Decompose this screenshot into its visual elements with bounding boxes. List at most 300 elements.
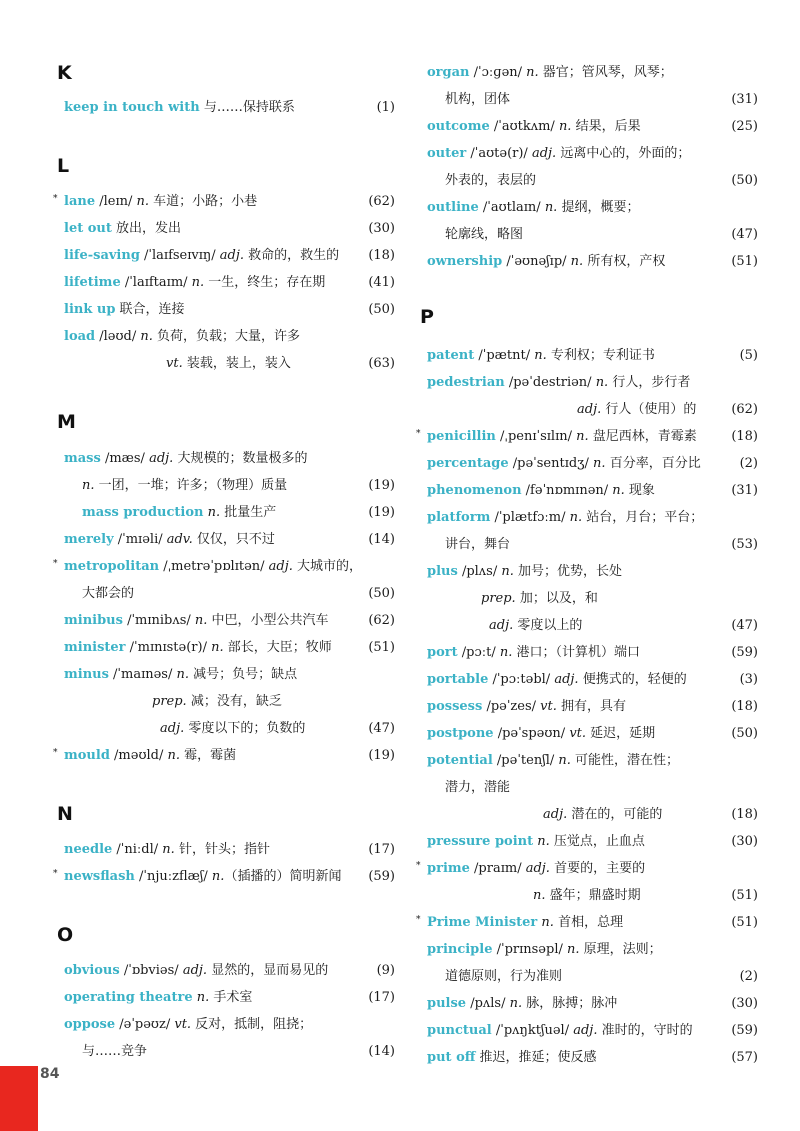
definition-text: 手术室 — [209, 990, 253, 1005]
entry-keep-in-touch-with — [60, 97, 395, 119]
definition-text: 机构，团体 — [445, 92, 511, 107]
entry-port — [423, 642, 758, 664]
definition-text: 部长，大臣；牧师 — [223, 640, 332, 655]
entry-operating-theatre — [60, 987, 395, 1009]
definition-text: 霉，霉菌 — [180, 748, 237, 763]
definition-text: 首要的，主要的 — [549, 861, 646, 876]
headword: keep in touch with — [64, 100, 200, 115]
definition-text: 批量生产 — [220, 505, 277, 520]
headword: merely — [64, 532, 114, 547]
part-of-speech: n. — [176, 667, 190, 682]
entry-organ — [423, 62, 758, 84]
part-of-speech: adj. — [268, 559, 293, 574]
part-of-speech: vt. — [166, 356, 183, 371]
unit-reference: (14) — [368, 532, 395, 547]
entry-outer — [423, 143, 758, 165]
unit-reference: (62) — [731, 402, 758, 417]
entry-lane — [53, 191, 395, 213]
section-letter-k: K — [57, 62, 72, 84]
definition-text: /ˈnjuːzflæʃ/ — [134, 869, 212, 884]
new-word-marker: * — [416, 429, 421, 439]
definition-text: /fəˈnɒmɪnən/ — [521, 483, 613, 498]
part-of-speech: vt. — [569, 726, 587, 741]
entry-possess — [423, 696, 758, 718]
definition-text: 放出，发出 — [111, 221, 182, 236]
definition-text: /ˈaʊtlaɪn/ — [478, 200, 545, 215]
definition-text: /pəˈdestriən/ — [504, 375, 596, 390]
entry-portable — [423, 669, 758, 691]
new-word-marker: * — [53, 194, 58, 204]
part-of-speech: n. — [534, 348, 547, 363]
headword: pulse — [427, 996, 467, 1011]
definition-text: （插播的）简明新闻 — [224, 869, 342, 884]
unit-reference: (50) — [731, 173, 758, 188]
definition-text: 仅仅，只不过 — [192, 532, 275, 547]
definition-text: 站台，月台；平台； — [582, 510, 704, 525]
unit-reference: (19) — [368, 478, 395, 493]
headword: minister — [64, 640, 126, 655]
headword: phenomenon — [427, 483, 522, 498]
entry-organ-continued — [423, 89, 758, 111]
definition-text: 行人，步行者 — [608, 375, 691, 390]
unit-reference: (30) — [368, 221, 395, 236]
entry-punctual — [423, 1020, 758, 1042]
entry-link-up — [60, 299, 395, 321]
section-letter-o: O — [57, 924, 74, 946]
unit-reference: (25) — [731, 119, 758, 134]
unit-reference: (18) — [368, 248, 395, 263]
definition-text: 可能性，潜在性； — [570, 753, 680, 768]
headword: punctual — [427, 1023, 492, 1038]
definition-text: 一团，一堆；许多；（物理）质量 — [94, 478, 288, 493]
entry-phenomenon — [423, 480, 758, 502]
definition-text: /məʊld/ — [109, 748, 168, 763]
definition-text: 与……保持联系 — [199, 100, 295, 115]
part-of-speech: n. — [191, 275, 205, 290]
part-of-speech: n. — [595, 375, 609, 390]
unit-reference: (50) — [368, 586, 395, 601]
part-of-speech: vt. — [174, 1017, 192, 1032]
entry-potential-continued — [423, 804, 758, 826]
part-of-speech: n. — [167, 748, 181, 763]
entry-needle — [60, 839, 395, 861]
headword: mould — [64, 748, 110, 763]
part-of-speech: n. — [541, 915, 554, 930]
definition-text: 负荷，负载；大量，许多 — [152, 329, 301, 344]
definition-text: 轮廓线，略图 — [445, 227, 524, 242]
unit-reference: (17) — [368, 842, 395, 857]
entry-percentage — [423, 453, 758, 475]
definition-text: /pəˈtenʃl/ — [492, 753, 559, 768]
part-of-speech: prep. — [481, 591, 516, 606]
unit-reference: (9) — [376, 963, 395, 978]
unit-reference: (47) — [368, 721, 395, 736]
definition-text: 联合，连接 — [115, 302, 185, 317]
unit-reference: (3) — [739, 672, 758, 687]
definition-text: /ˈniːdl/ — [112, 842, 163, 857]
part-of-speech: adv. — [166, 532, 193, 547]
definition-text: /ˈpʌŋktʃuəl/ — [491, 1023, 574, 1038]
definition-text: 首相，总理 — [553, 915, 624, 930]
part-of-speech: n. — [567, 942, 580, 957]
entry-oppose — [60, 1014, 395, 1036]
entry-prime-continued — [423, 885, 758, 907]
definition-text: /mæs/ — [100, 451, 150, 466]
entry-pedestrian — [423, 372, 758, 394]
unit-reference: (31) — [731, 92, 758, 107]
definition-text: 港口；（计算机）端口 — [512, 645, 641, 660]
headword: link up — [64, 302, 116, 317]
headword: potential — [427, 753, 493, 768]
definition-text: /əˈpəʊz/ — [115, 1017, 175, 1032]
headword: outline — [427, 200, 479, 215]
entry-platform-continued — [423, 534, 758, 556]
part-of-speech: adj. — [219, 248, 245, 263]
headword: patent — [427, 348, 475, 363]
unit-reference: (2) — [739, 969, 758, 984]
headword: minibus — [64, 613, 123, 628]
new-word-marker: * — [53, 559, 58, 569]
definition-text: 大都会的 — [82, 586, 135, 601]
entry-lifetime — [60, 272, 395, 294]
unit-reference: (51) — [731, 888, 758, 903]
entry-merely — [60, 529, 395, 551]
part-of-speech: n. — [82, 478, 95, 493]
definition-text: 一生，终生；存在期 — [204, 275, 326, 290]
unit-reference: (51) — [368, 640, 395, 655]
entry-plus-continued — [423, 615, 758, 637]
definition-text: /pəˈzes/ — [482, 699, 541, 714]
part-of-speech: n. — [533, 888, 546, 903]
entry-load — [60, 326, 395, 348]
headword: Prime Minister — [427, 915, 538, 930]
unit-reference: (47) — [731, 227, 758, 242]
entry-put-off — [423, 1047, 758, 1069]
unit-reference: (5) — [739, 348, 758, 363]
headword: prime — [427, 861, 470, 876]
unit-reference: (63) — [368, 356, 395, 371]
part-of-speech: n. — [196, 990, 210, 1005]
entry-outer-continued — [423, 170, 758, 192]
part-of-speech: n. — [501, 564, 514, 579]
entry-prime — [416, 858, 758, 880]
headword: let out — [64, 221, 112, 236]
definition-text: 百分率，百分比 — [605, 456, 701, 471]
part-of-speech: adj. — [182, 963, 208, 978]
part-of-speech: n. — [509, 996, 523, 1011]
definition-text: /pəˈsentɪdʒ/ — [508, 456, 594, 471]
definition-text: 提纲，概要； — [557, 200, 640, 215]
definition-text: 盘尼西林，青霉素 — [588, 429, 697, 444]
definition-text: 加；以及，和 — [515, 591, 598, 606]
definition-text: 零度以下的；负数的 — [184, 721, 306, 736]
unit-reference: (41) — [368, 275, 395, 290]
part-of-speech: n. — [207, 505, 221, 520]
part-of-speech: n. — [570, 254, 584, 269]
part-of-speech: adj. — [525, 861, 550, 876]
part-of-speech: adj. — [543, 807, 568, 822]
part-of-speech: adj. — [554, 672, 579, 687]
headword: pedestrian — [427, 375, 505, 390]
entry-principle — [423, 939, 758, 961]
definition-text: 减号；负号；缺点 — [189, 667, 298, 682]
entry-plus — [423, 561, 758, 583]
definition-text: 中巴，小型公共汽车 — [207, 613, 329, 628]
headword: life-saving — [64, 248, 140, 263]
definition-text: /ˈplætfɔːm/ — [490, 510, 570, 525]
unit-reference: (31) — [731, 483, 758, 498]
part-of-speech: n. — [162, 842, 175, 857]
definition-text: /ˈɒbviəs/ — [119, 963, 183, 978]
entry-metropolitan-continued — [60, 583, 395, 605]
entry-minus-continued — [60, 691, 395, 713]
definition-text: /ˈmɪnibʌs/ — [122, 613, 195, 628]
definition-text: 原理，法则； — [579, 942, 662, 957]
section-letter-m: M — [57, 411, 76, 433]
entry-minus-continued — [60, 718, 395, 740]
headword: principle — [427, 942, 493, 957]
part-of-speech: n. — [136, 194, 150, 209]
headword: lifetime — [64, 275, 121, 290]
part-of-speech: adj. — [531, 146, 557, 161]
unit-reference: (59) — [731, 1023, 758, 1038]
part-of-speech: n. — [612, 483, 625, 498]
entry-let-out — [60, 218, 395, 240]
entry-mould — [53, 745, 395, 767]
definition-text: /ləʊd/ — [95, 329, 141, 344]
definition-text: 盛年；鼎盛时期 — [545, 888, 641, 903]
part-of-speech: n. — [526, 65, 539, 80]
entry-potential-continued — [423, 777, 758, 799]
unit-reference: (18) — [731, 429, 758, 444]
definition-text: 拥有，具有 — [556, 699, 626, 714]
definition-text: 外表的，表层的 — [445, 173, 537, 188]
definition-text: 加号；优势，长处 — [513, 564, 622, 579]
headword: minus — [64, 667, 109, 682]
definition-text: 大城市的， — [292, 559, 363, 574]
entry-mass-continued — [60, 475, 395, 497]
unit-reference: (47) — [731, 618, 758, 633]
entry-postpone — [423, 723, 758, 745]
entry-life-saving — [60, 245, 395, 267]
headword: postpone — [427, 726, 494, 741]
headword: lane — [64, 194, 96, 209]
unit-reference: (51) — [731, 915, 758, 930]
headword: platform — [427, 510, 491, 525]
entry-prime-minister — [416, 912, 758, 934]
new-word-marker: * — [53, 869, 58, 879]
definition-text: /pɔːt/ — [457, 645, 500, 660]
headword: load — [64, 329, 96, 344]
headword: portable — [427, 672, 489, 687]
part-of-speech: n. — [211, 640, 224, 655]
definition-text: /ˈmɪnɪstə(r)/ — [125, 640, 212, 655]
part-of-speech: adj. — [577, 402, 602, 417]
definition-text: /ˈɔːɡən/ — [469, 65, 527, 80]
entry-patent — [423, 345, 758, 367]
definition-text: /ˈpɔːtəbl/ — [488, 672, 555, 687]
entry-load-continued — [60, 353, 395, 375]
section-letter-l: L — [57, 155, 70, 177]
unit-reference: (19) — [368, 748, 395, 763]
entry-mass-production — [60, 502, 395, 524]
headword: oppose — [64, 1017, 116, 1032]
definition-text: 结果，后果 — [571, 119, 641, 134]
unit-reference: (62) — [368, 194, 395, 209]
part-of-speech: n. — [194, 613, 208, 628]
headword: obvious — [64, 963, 120, 978]
part-of-speech: vt. — [540, 699, 557, 714]
definition-text: 现象 — [624, 483, 655, 498]
unit-reference: (57) — [731, 1050, 758, 1065]
unit-reference: (18) — [731, 807, 758, 822]
definition-text: /plʌs/ — [457, 564, 502, 579]
entry-outcome — [423, 116, 758, 138]
headword: needle — [64, 842, 113, 857]
unit-reference: (30) — [731, 996, 758, 1011]
headword: outer — [427, 146, 467, 161]
part-of-speech: n. — [537, 834, 550, 849]
part-of-speech: n. — [140, 329, 153, 344]
definition-text: 与……竞争 — [82, 1044, 148, 1059]
part-of-speech: n. — [499, 645, 513, 660]
headword: organ — [427, 65, 470, 80]
unit-reference: (19) — [368, 505, 395, 520]
entry-ownership — [423, 251, 758, 273]
part-of-speech: n. — [211, 869, 225, 884]
unit-reference: (59) — [368, 869, 395, 884]
definition-text: /ˈmaɪnəs/ — [108, 667, 177, 682]
part-of-speech: adj. — [573, 1023, 598, 1038]
definition-text: 救命的，救生的 — [244, 248, 340, 263]
definition-text: 针，针头；指针 — [174, 842, 270, 857]
entry-potential — [423, 750, 758, 772]
unit-reference: (59) — [731, 645, 758, 660]
unit-reference: (51) — [731, 254, 758, 269]
unit-reference: (18) — [731, 699, 758, 714]
definition-text: 脉，脉搏；脉冲 — [522, 996, 618, 1011]
entry-platform — [423, 507, 758, 529]
definition-text: 所有权，产权 — [583, 254, 666, 269]
headword: percentage — [427, 456, 509, 471]
definition-text: 潜力，潜能 — [445, 780, 511, 795]
headword: port — [427, 645, 458, 660]
section-letter-p: P — [420, 306, 434, 328]
entry-pressure-point — [423, 831, 758, 853]
unit-reference: (50) — [368, 302, 395, 317]
entry-metropolitan — [53, 556, 395, 578]
headword: put off — [427, 1050, 476, 1065]
definition-text: 零度以上的 — [513, 618, 583, 633]
entry-obvious — [60, 960, 395, 982]
part-of-speech: adj. — [149, 451, 174, 466]
definition-text: 延迟，延期 — [586, 726, 656, 741]
headword: mass production — [82, 505, 204, 520]
part-of-speech: n. — [576, 429, 589, 444]
unit-reference: (14) — [368, 1044, 395, 1059]
entry-minus — [60, 664, 395, 686]
entry-outline — [423, 197, 758, 219]
unit-reference: (1) — [376, 100, 395, 115]
part-of-speech: n. — [593, 456, 606, 471]
entry-plus-continued — [423, 588, 758, 610]
new-word-marker: * — [53, 748, 58, 758]
unit-reference: (50) — [731, 726, 758, 741]
definition-text: 装载，装上，装入 — [182, 356, 291, 371]
part-of-speech: n. — [544, 200, 558, 215]
headword: newsflash — [64, 869, 135, 884]
definition-text: /leɪn/ — [95, 194, 137, 209]
headword: penicillin — [427, 429, 496, 444]
headword: operating theatre — [64, 990, 193, 1005]
definition-text: 行人（使用）的 — [601, 402, 697, 417]
part-of-speech: adj. — [160, 721, 185, 736]
definition-text: 减；没有，缺乏 — [186, 694, 282, 709]
unit-reference: (17) — [368, 990, 395, 1005]
entry-minister — [60, 637, 395, 659]
headword: mass — [64, 451, 101, 466]
definition-text: 压觉点，止血点 — [549, 834, 645, 849]
new-word-marker: * — [416, 861, 421, 871]
entry-penicillin — [416, 426, 758, 448]
definition-text: /ˌpenɪˈsɪlɪn/ — [495, 429, 577, 444]
definition-text: /ˈlaɪftaɪm/ — [120, 275, 192, 290]
definition-text: 便携式的，轻便的 — [578, 672, 687, 687]
entry-outline-continued — [423, 224, 758, 246]
definition-text: /ˈaʊtə(r)/ — [466, 146, 532, 161]
definition-text: /ˈlaɪfseɪvɪŋ/ — [139, 248, 220, 263]
definition-text: 远离中心的，外面的； — [556, 146, 691, 161]
definition-text: 潜在的，可能的 — [567, 807, 663, 822]
part-of-speech: n. — [569, 510, 583, 525]
entry-mass — [60, 448, 395, 470]
headword: plus — [427, 564, 458, 579]
part-of-speech: n. — [558, 753, 571, 768]
unit-reference: (30) — [731, 834, 758, 849]
definition-text: /praɪm/ — [469, 861, 526, 876]
definition-text: 器官；管风琴，风琴； — [538, 65, 673, 80]
unit-reference: (2) — [739, 456, 758, 471]
headword: outcome — [427, 119, 490, 134]
headword: possess — [427, 699, 483, 714]
unit-reference: (53) — [731, 537, 758, 552]
definition-text: 推迟，推延；使反感 — [475, 1050, 597, 1065]
unit-reference: (62) — [368, 613, 395, 628]
definition-text: 车道；小路；小巷 — [149, 194, 258, 209]
definition-text: /ˈəʊnəʃɪp/ — [502, 254, 571, 269]
entry-pulse — [423, 993, 758, 1015]
definition-text: 专利权；专利证书 — [546, 348, 655, 363]
definition-text: /ˈaʊtkʌm/ — [489, 119, 559, 134]
definition-text: 反对，抵制，阻挠； — [191, 1017, 313, 1032]
definition-text: /pʌls/ — [466, 996, 510, 1011]
entry-minibus — [60, 610, 395, 632]
headword: metropolitan — [64, 559, 160, 574]
headword: pressure point — [427, 834, 534, 849]
definition-text: 道德原则，行为准则 — [445, 969, 563, 984]
definition-text: /ˌmetrəˈpɒlɪtən/ — [159, 559, 269, 574]
section-letter-n: N — [57, 803, 73, 825]
definition-text: 准时的，守时的 — [597, 1023, 693, 1038]
entry-principle-continued — [423, 966, 758, 988]
definition-text: 显然的，显而易见的 — [207, 963, 329, 978]
new-word-marker: * — [416, 915, 421, 925]
definition-text: /ˈpætnt/ — [474, 348, 535, 363]
definition-text: /ˈmɪəli/ — [113, 532, 167, 547]
definition-text: 讲台，舞台 — [445, 537, 511, 552]
page-color-tab — [0, 1066, 38, 1131]
part-of-speech: adj. — [489, 618, 514, 633]
